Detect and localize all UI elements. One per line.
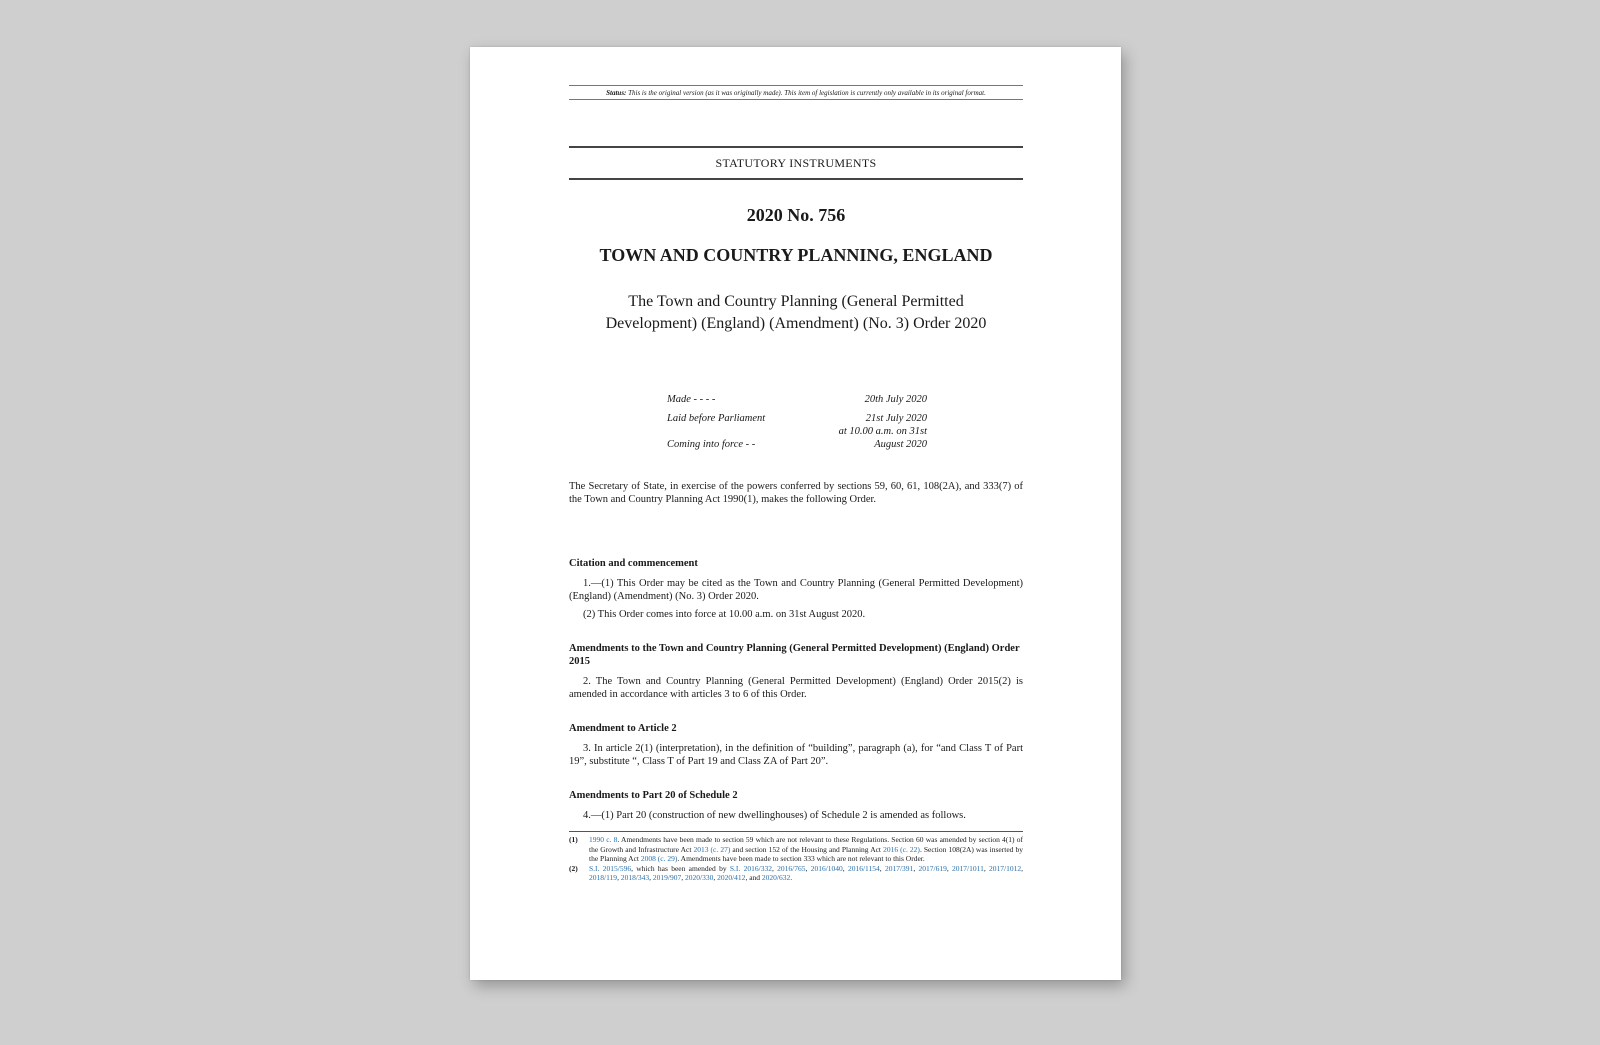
footnote-2-text-run: ,: [913, 863, 919, 873]
footnote-2-citation-link[interactable]: 2019/907: [652, 873, 682, 883]
article-4-paragraph: 4.—(1) Part 20 (construction of new dwellinghouses) of Schedule 2 is amended as follows.: [583, 810, 966, 821]
footnote-2-text-run: , and: [745, 873, 762, 883]
date-made-label: Made - - - -: [667, 394, 716, 405]
footnote-2-text-run: ,: [842, 863, 848, 873]
footnote-2-citation-link[interactable]: 2017/619: [918, 863, 947, 873]
section-heading-part-20: Amendments to Part 20 of Schedule 2: [569, 790, 738, 801]
preamble: The Secretary of State, in exercise of the powers conferred by sections 59, 60, 61, 108(2A), and 333(7) of the Town and Country Planning Act 1990(1), makes the following Order.: [569, 481, 1023, 505]
footnotes: [569, 831, 1023, 883]
body-sections: [569, 557, 1023, 827]
footnote-1-text-run: . Section 108(2A) was inserted by the Planning Act: [589, 844, 1023, 864]
footnote-2: [569, 864, 1023, 883]
footnote-2-citation-link[interactable]: 2020/412: [717, 873, 746, 883]
subject-heading: TOWN AND COUNTRY PLANNING, ENGLAND: [599, 245, 993, 265]
footnote-1-text-run: . Amendments have been made to section 333 which are not relevant to this Order.: [677, 854, 925, 864]
article-2-paragraph: 2. The Town and Country Planning (General Permitted Development) (England) Order 2015(2) is amended in accordance with articles 3 to 6 of this Order.: [569, 676, 1023, 700]
status-text: This is the original version (as it was originally made). This item of legislation is currently only available in its original format.: [628, 89, 986, 97]
date-force-value-line1: at 10.00 a.m. on 31st: [838, 426, 927, 437]
footnote-2-text-run: ,: [983, 863, 990, 873]
footnote-2-text-run: ,: [1021, 863, 1023, 873]
footnote-2-text-run: .: [790, 873, 793, 883]
footnote-2-text-run: ,: [681, 873, 685, 883]
series-label: STATUTORY INSTRUMENTS: [715, 155, 877, 170]
document-page: [470, 47, 1121, 980]
footnote-2-text: [589, 864, 1023, 883]
section-heading-citation: Citation and commencement: [569, 558, 698, 569]
date-force-value-line2: August 2020: [874, 439, 927, 450]
footnote-2-citation-link[interactable]: 2020/632: [761, 873, 791, 883]
series-header: [569, 146, 1023, 180]
section-heading-article-2: Amendment to Article 2: [569, 723, 677, 734]
article-3-paragraph: 3. In article 2(1) (interpretation), in the definition of “building”, paragraph (a), for “and Class T of Part 19”, substitute “, Class T of Part 19 and Class ZA of Part 20”.: [569, 743, 1023, 767]
footnote-1: [569, 835, 1023, 864]
footnote-2-text-run: ,: [805, 863, 811, 873]
footnote-1-text: [589, 835, 1023, 864]
status-banner: [569, 85, 1023, 100]
footnote-2-citation-link[interactable]: 2016/1154: [847, 863, 880, 873]
footnote-1-citation-link[interactable]: 2016 (c. 22): [883, 844, 920, 854]
footnote-1-text-run: . Amendments have been made to section 59 which are not relevant to these Regulations. Section 60 was amended by section 4(1) of the Growth and Infrastructure Act: [589, 835, 1023, 854]
date-laid-row: [667, 412, 927, 425]
footnote-2-citation-link[interactable]: S.I. 2016/332: [729, 863, 772, 873]
footnote-2-citation-link[interactable]: 2016/1040: [810, 863, 843, 873]
footnote-2-text-run: ,: [879, 863, 885, 873]
footnote-2-text-run: ,: [946, 863, 953, 873]
footnote-2-text-run: , which has been amended by: [631, 863, 730, 873]
order-title: The Town and Country Planning (General Permitted Development) (England) (Amendment) (No. 3) Order 2020: [605, 293, 987, 332]
status-label: Status:: [606, 89, 627, 97]
dates-block: [667, 393, 927, 457]
date-laid-value: 21st July 2020: [865, 413, 927, 424]
footnote-1-text-run: and section 152 of the Housing and Planning Act: [730, 844, 884, 854]
footnote-1-citation-link[interactable]: 2008 (c. 29): [640, 854, 678, 864]
footnote-1-citation-link[interactable]: 2013 (c. 27): [693, 844, 731, 854]
date-force-row: [667, 425, 927, 451]
footnote-2-citation-link[interactable]: 2016/765: [777, 863, 806, 873]
footnote-2-text-run: ,: [617, 873, 621, 883]
section-heading-amendments-2015: Amendments to the Town and Country Planning (General Permitted Development) (England) Order 2015: [569, 643, 1020, 667]
footnote-2-citation-link[interactable]: 2017/391: [884, 863, 914, 873]
footnote-1-mark: (1): [569, 835, 578, 844]
footnote-1-citation-link[interactable]: 1990 c. 8: [589, 835, 618, 844]
date-made-value: 20th July 2020: [864, 394, 927, 405]
article-1-paragraph-2: (2) This Order comes into force at 10.00 a.m. on 31st August 2020.: [583, 609, 866, 620]
date-force-label: Coming into force - -: [667, 439, 756, 450]
date-force-value: [839, 425, 927, 451]
footnote-2-text-run: ,: [771, 863, 778, 873]
footnote-2-citation-link[interactable]: 2017/1012: [989, 863, 1022, 873]
footnote-2-citation-link[interactable]: S.I. 2015/596: [589, 863, 632, 873]
instrument-number: 2020 No. 756: [746, 205, 846, 225]
footnote-2-citation-link[interactable]: 2020/330: [685, 873, 714, 883]
footnote-2-citation-link[interactable]: 2018/119: [589, 873, 618, 883]
footnote-2-citation-link[interactable]: 2018/343: [620, 873, 650, 883]
article-1-paragraph-1: 1.—(1) This Order may be cited as the Town and Country Planning (General Permitted Development) (England) (Amendment) (No. 3) Order 2020.: [569, 578, 1023, 602]
date-laid-label: Laid before Parliament: [667, 413, 766, 424]
date-made-row: [667, 393, 927, 406]
footnote-2-citation-link[interactable]: 2017/1011: [952, 863, 984, 873]
footnote-2-mark: (2): [569, 863, 578, 873]
footnote-2-text-run: ,: [649, 873, 653, 883]
footnote-2-text-run: ,: [713, 873, 718, 883]
